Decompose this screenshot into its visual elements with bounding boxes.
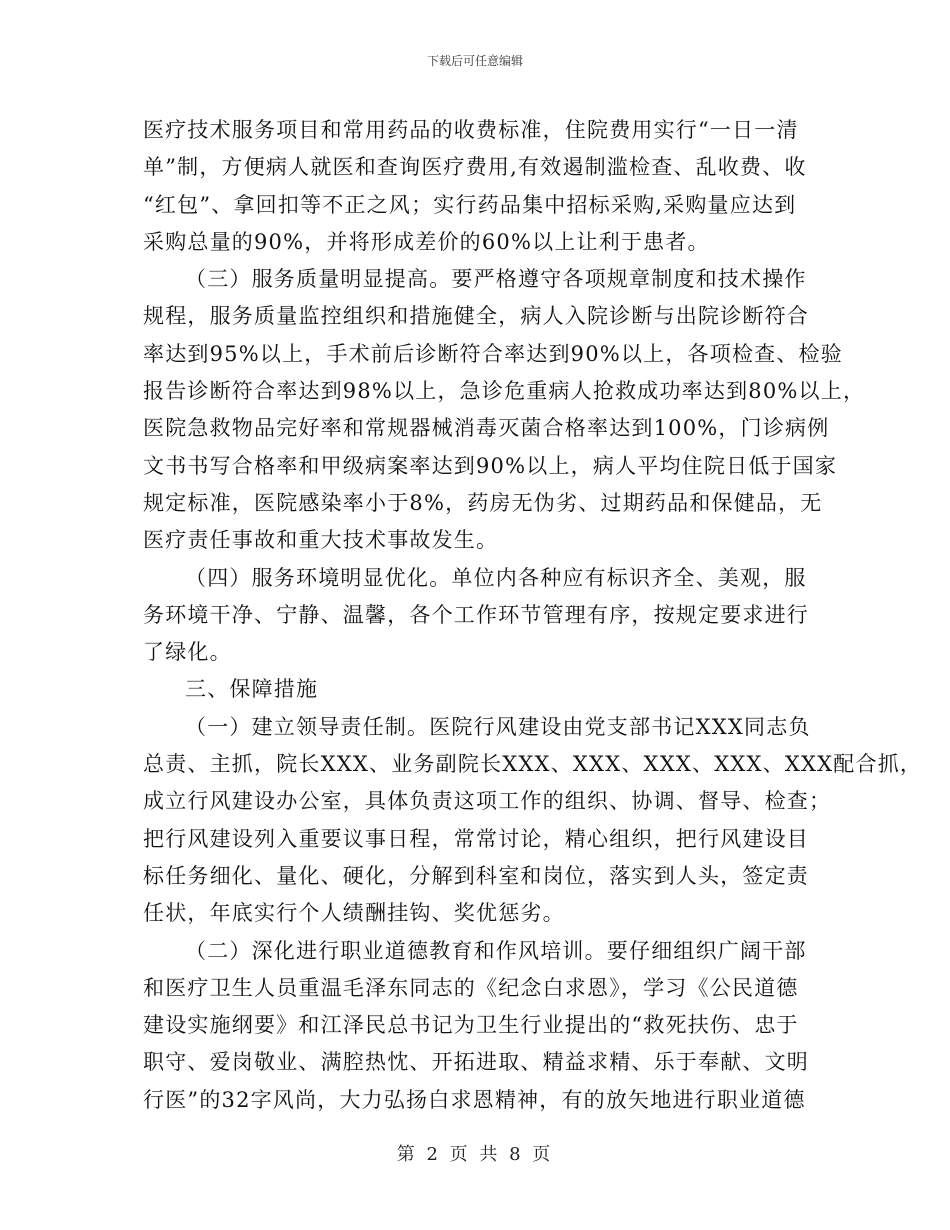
text-line: 三、保障措施 [185,677,319,702]
text-line: 规定标准，医院感染率小于8%，药房无伪劣、过期药品和保健品，无 [143,490,823,515]
text-line: 单”制，方便病人就医和查询医疗费用,有效遏制滥检查、乱收费、收 [143,155,807,180]
text-line: 医疗技术服务项目和常用药品的收费标准，住院费用实行“一日一清 [143,118,799,142]
text-line: 把行风建设列入重要议事日程，常常讨论，精心组织，把行风建设目 [143,826,809,851]
text-line: 职守、爱岗敬业、满腔热忱、开拓进取、精益求精、乐于奉献、文明 [143,1050,809,1075]
text-line: 规程，服务质量监控组织和措施健全，病人入院诊断与出院诊断符合 [143,304,809,329]
text-line: 采购总量的90%，并将形成差价的60%以上让利于患者。 [143,229,710,254]
page-number-footer: 第 2 页 共 8 页 [396,1144,554,1165]
text-line: 医院急救物品完好率和常规器械消毒灭菌合格率达到100%，门诊病例 [143,416,830,441]
text-line: 和医疗卫生人员重温毛泽东同志的《纪念白求恩》，学习《公民道德 [143,975,799,1000]
text-line: （二）深化进行职业道德教育和作风培训。要仔细组织广阔干部 [185,938,807,963]
text-line: 标任务细化、量化、硬化，分解到科室和岗位，落实到人头，签定责 [143,863,809,888]
text-line: 成立行风建设办公室，具体负责这项工作的组织、协调、督导、检查； [143,789,832,814]
text-line: 任状，年底实行个人绩酬挂钩、奖优惩劣。 [143,901,565,926]
text-line: 率达到95%以上，手术前后诊断符合率达到90%以上，各项检查、检验 [143,341,843,366]
document-body [143,112,923,1119]
text-line: 了绿化。 [143,640,232,665]
text-line: 行医”的32字风尚，大力弘扬白求恩精神，有的放矢地进行职业道德 [143,1087,806,1112]
text-line: 务环境干净、宁静、温馨，各个工作环节管理有序，按规定要求进行 [143,602,809,627]
text-line: “红包”、拿回扣等不正之风；实行药品集中招标采购,采购量应达到 [143,192,797,217]
text-line: 建设实施纲要》和江泽民总书记为卫生行业提出的“救死扶伤、忠于 [143,1013,799,1038]
text-line: 文书书写合格率和甲级病案率达到90%以上，病人平均住院日低于国家 [143,453,838,478]
text-line: （一）建立领导责任制。医院行风建设由党支部书记XXX同志负 [185,714,811,739]
text-line: （三）服务质量明显提高。要严格遵守各项规章制度和技术操作 [185,267,807,292]
text-line: 总责、主抓，院长XXX、业务副院长XXX、XXX、XXX、XXX、XXX配合抓， [143,752,923,777]
text-line: （四）服务环境明显优化。单位内各种应有标识齐全、美观，服 [185,565,807,590]
text-line: 报告诊断符合率达到98%以上，急诊危重病人抢救成功率达到80%以上， [143,379,866,404]
page-header: 下载后可任意编辑 [426,54,523,68]
text-line: 医疗责任事故和重大技术事故发生。 [143,528,499,553]
